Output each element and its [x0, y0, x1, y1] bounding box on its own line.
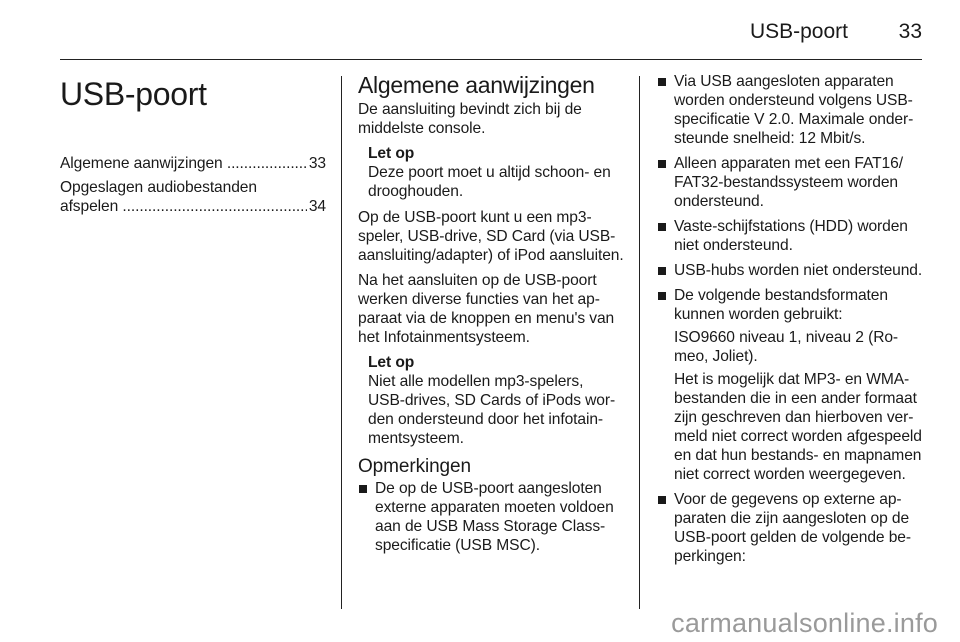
left-column: [60, 72, 326, 221]
toc-entry-page: 33: [308, 155, 326, 172]
watermark: carmanualsonline.info: [671, 608, 938, 638]
list-item-text: De volgende bestandsformaten kunnen worden gebruikt:: [674, 287, 888, 323]
chapter-title: USB-poort: [60, 76, 207, 112]
list-item-text: Vaste-schijfstations (HDD) worden niet ondersteund.: [674, 218, 908, 254]
page-number: 33: [898, 20, 922, 43]
toc-entry-page: 34: [308, 198, 326, 215]
header-rule: [60, 59, 922, 60]
note-label: Let op: [368, 354, 415, 371]
remarks-list: [358, 479, 624, 555]
toc-entry-playback[interactable]: [60, 178, 326, 216]
square-bullet-icon: [658, 496, 666, 504]
toc-entry-general[interactable]: [60, 154, 326, 173]
list-item: [657, 217, 923, 255]
subsection-title: Opmerkingen: [358, 456, 471, 477]
note-text: Niet alle modellen mp3-spelers, USB-drives, SD Cards of iPods worden ondersteund door het infotainmentsysteem.: [368, 373, 616, 447]
list-item-text: Voor de gegevens op externe apparaten die zijn aangesloten op de USB-poort gelden de volgende beperkingen:: [674, 491, 912, 565]
list-item: [657, 261, 923, 280]
section-title: Algemene aanwijzingen: [358, 72, 595, 98]
right-column: [657, 72, 923, 572]
note-box: [358, 353, 624, 448]
middle-column: [358, 72, 624, 561]
toc-entry-text-line2: afspelen .....: [60, 197, 307, 216]
page-header: [0, 0, 960, 60]
intro-paragraph: De aansluiting bevindt zich bij de middelste console.: [358, 101, 582, 137]
square-bullet-icon: [658, 78, 666, 86]
list-item-text: Alleen apparaten met een FAT16/ FAT32-bestandssysteem worden ondersteund.: [674, 155, 903, 210]
list-item: [657, 154, 923, 211]
square-bullet-icon: [658, 267, 666, 275]
square-bullet-icon: [658, 160, 666, 168]
running-title: USB-poort: [749, 20, 848, 43]
paragraph: Op de USB-poort kunt u een mp3-speler, USB-drive, SD Card (via USB-aansluiting/adapter) of iPod aansluiten.: [358, 209, 624, 264]
square-bullet-icon: [658, 223, 666, 231]
column-divider-left: [341, 76, 342, 609]
toc-entry-text: Algemene aanwijzingen .....: [60, 154, 307, 173]
column-divider-right: [639, 76, 640, 609]
list-item: [657, 286, 923, 484]
list-item: [358, 479, 624, 555]
list-item-subparagraph: ISO9660 niveau 1, niveau 2 (Romeo, Joliet).: [674, 329, 899, 365]
table-of-contents: [60, 154, 326, 216]
list-item-text: De op de USB-poort aangesloten externe apparaten moeten voldoen aan de USB Mass Storage Class-specificatie (USB MSC).: [375, 480, 614, 554]
list-item: [657, 72, 923, 148]
list-item: [657, 490, 923, 566]
list-item-text: Via USB aangesloten apparaten worden ondersteund volgens USB-specificatie V 2.0. Maximale ondersteunde snelheid: 12 Mbit/s.: [674, 73, 914, 147]
paragraph: Na het aansluiten op de USB-poort werken diverse functies van het apparaat via de knoppen en menu's van het Infotainmentsysteem.: [358, 272, 615, 346]
toc-entry-text-line1: Opgeslagen audiobestanden: [60, 179, 257, 196]
note-text: Deze poort moet u altijd schoon- en drooghouden.: [368, 164, 611, 200]
list-item-text: USB-hubs worden niet ondersteund.: [674, 262, 923, 279]
note-box: [358, 144, 624, 201]
square-bullet-icon: [658, 292, 666, 300]
note-label: Let op: [368, 145, 415, 162]
list-item-subparagraph: Het is mogelijk dat MP3- en WMA-bestanden die in een ander formaat zijn geschreven dan hierboven vermeld niet correct worden afgespeeld en dat hun bestands- en mapnamen niet correct worden weergegeven.: [674, 371, 922, 483]
remarks-list-continued: [657, 72, 923, 566]
square-bullet-icon: [359, 485, 367, 493]
